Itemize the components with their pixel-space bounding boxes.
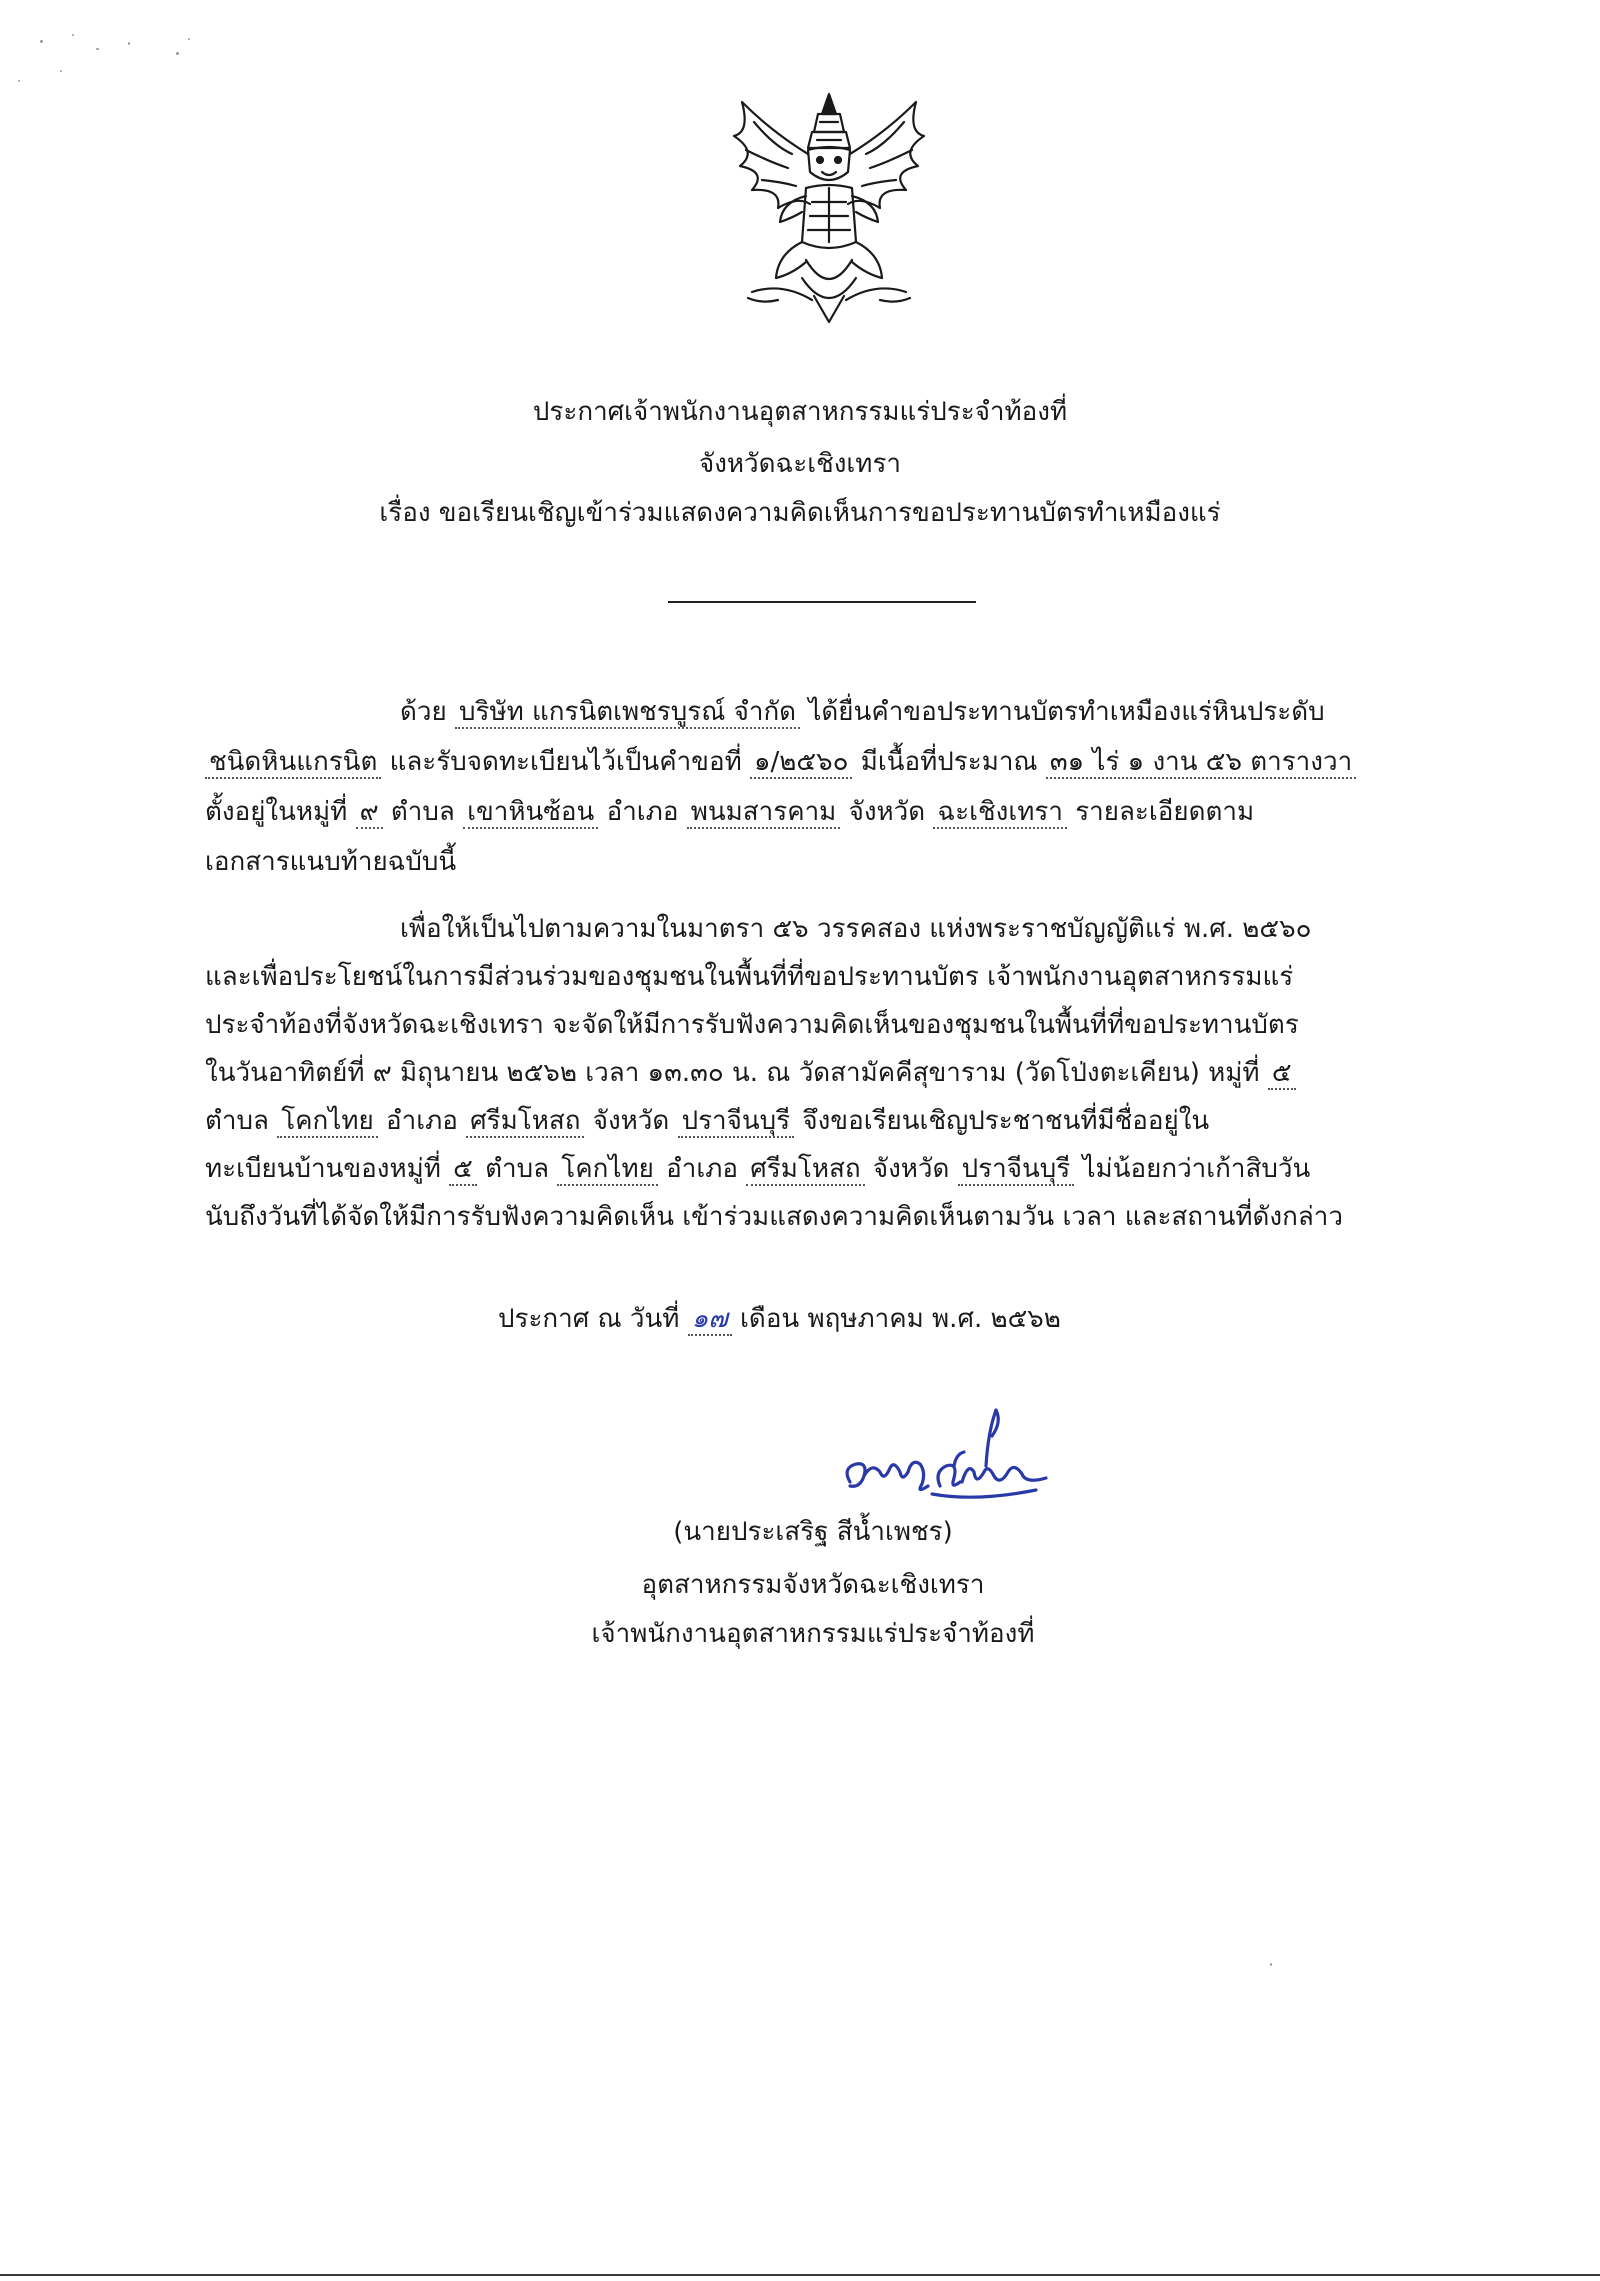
garuda-emblem bbox=[722, 92, 936, 326]
year: ๒๕๖๒ bbox=[990, 1304, 1061, 1334]
para2-line4 bbox=[205, 1053, 1296, 1093]
amphoe-name: ศรีมโหสถ bbox=[746, 1154, 864, 1186]
text: อำเภอ bbox=[386, 1106, 458, 1136]
scan-bottom-edge bbox=[0, 2274, 1600, 2276]
application-number: ๑/๒๕๖๐ bbox=[750, 747, 852, 779]
scan-speck bbox=[188, 38, 190, 40]
handwritten-day: ๑๗ bbox=[688, 1304, 732, 1336]
signatory-title-1: อุตสาหกรรมจังหวัดฉะเชิงเทรา bbox=[641, 1570, 985, 1600]
tambon-name: โคกไทย bbox=[277, 1106, 378, 1138]
month: พฤษภาคม bbox=[807, 1304, 924, 1334]
scan-speck bbox=[40, 40, 43, 43]
text: ไม่น้อยกว่าเก้าสิบวัน bbox=[1082, 1154, 1311, 1184]
tambon-name: เขาหินซ้อน bbox=[463, 797, 598, 829]
text: ตำบล bbox=[485, 1154, 550, 1184]
text: พ.ศ. bbox=[932, 1304, 983, 1334]
text: ทะเบียนบ้านของหมู่ที่ bbox=[205, 1154, 441, 1184]
province-name: ปราจีนบุรี bbox=[958, 1154, 1075, 1186]
header-subject: เรื่อง ขอเรียนเชิญเข้าร่วมแสดงความคิดเห็นการขอประทานบัตรทำเหมืองแร่ bbox=[379, 498, 1221, 528]
moo-number: ๙ bbox=[356, 797, 383, 829]
para1-line2 bbox=[205, 742, 1356, 782]
text: ตั้งอยู่ในหมู่ที่ bbox=[205, 797, 348, 827]
scan-speck bbox=[128, 42, 130, 45]
header-title: ประกาศเจ้าพนักงานอุตสาหกรรมแร่ประจำท้องที่ bbox=[532, 397, 1068, 427]
province-name: ฉะเชิงเทรา bbox=[933, 797, 1067, 829]
announcement-date bbox=[498, 1299, 1061, 1339]
para2-line2: และเพื่อประโยชน์ในการมีส่วนร่วมของชุมชนในพื้นที่ที่ขอประทานบัตร เจ้าพนักงานอุตสาหกรรมแร่ bbox=[205, 962, 1294, 992]
header-province: จังหวัดฉะเชิงเทรา bbox=[698, 449, 902, 479]
moo-number: ๕ bbox=[449, 1154, 477, 1186]
text: อำเภอ bbox=[606, 797, 679, 827]
text: ด้วย bbox=[400, 697, 447, 727]
para2-line3: ประจำท้องที่จังหวัดฉะเชิงเทรา จะจัดให้มีการรับฟังความคิดเห็นของชุมชนในพื้นที่ที่ขอประทานบัตร bbox=[205, 1010, 1299, 1040]
province-name: ปราจีนบุรี bbox=[678, 1106, 795, 1138]
scan-speck bbox=[1270, 1963, 1272, 1966]
amphoe-name: พนมสารคาม bbox=[687, 797, 841, 829]
text: และรับจดทะเบียนไว้เป็นคำขอที่ bbox=[389, 747, 742, 777]
para2-line6 bbox=[205, 1149, 1310, 1189]
text: ประกาศ ณ วันที่ bbox=[498, 1304, 680, 1334]
mineral-type: ชนิดหินแกรนิต bbox=[205, 747, 381, 779]
para2-line1: เพื่อให้เป็นไปตามความในมาตรา ๕๖ วรรคสอง แห่งพระราชบัญญัติแร่ พ.ศ. ๒๕๖๐ bbox=[400, 914, 1312, 944]
scan-speck bbox=[96, 48, 99, 50]
handwritten-signature bbox=[836, 1402, 1058, 1512]
para1-line1 bbox=[400, 692, 1325, 732]
area-size: ๓๑ ไร่ ๑ งาน ๕๖ ตารางวา bbox=[1046, 747, 1356, 779]
para1-line3 bbox=[205, 792, 1254, 832]
signatory-title-2: เจ้าพนักงานอุตสาหกรรมแร่ประจำท้องที่ bbox=[591, 1619, 1035, 1649]
text: จังหวัด bbox=[592, 1106, 670, 1136]
scan-speck bbox=[176, 52, 179, 55]
para1-line4: เอกสารแนบท้ายฉบับนี้ bbox=[205, 847, 457, 877]
scan-speck bbox=[60, 70, 62, 72]
para2-line5 bbox=[205, 1101, 1209, 1141]
text: ในวันอาทิตย์ที่ ๙ มิถุนายน ๒๕๖๒ เวลา ๑๓.๓๐ น. ณ วัดสามัคคีสุขาราม (วัดโป่งตะเคียน) หมู่ที่ bbox=[205, 1058, 1260, 1088]
text: เดือน bbox=[740, 1304, 800, 1334]
text: มีเนื้อที่ประมาณ bbox=[860, 747, 1038, 777]
header-divider bbox=[668, 601, 976, 603]
text: จึงขอเรียนเชิญประชาชนที่มีชื่ออยู่ใน bbox=[802, 1106, 1210, 1136]
scan-speck bbox=[72, 34, 74, 36]
text: อำเภอ bbox=[666, 1154, 738, 1184]
amphoe-name: ศรีมโหสถ bbox=[466, 1106, 584, 1138]
text: รายละเอียดตาม bbox=[1075, 797, 1255, 827]
para2-line7: นับถึงวันที่ได้จัดให้มีการรับฟังความคิดเห็น เข้าร่วมแสดงความคิดเห็นตามวัน เวลา และสถานที่ดังกล่าว bbox=[205, 1202, 1343, 1232]
tambon-name: โคกไทย bbox=[557, 1154, 658, 1186]
text: ได้ยื่นคำขอประทานบัตรทำเหมืองแร่หินประดับ bbox=[808, 697, 1325, 727]
text: ตำบล bbox=[205, 1106, 269, 1136]
scan-speck bbox=[18, 80, 20, 82]
signatory-name: (นายประเสริฐ สีน้ำเพชร) bbox=[673, 1517, 953, 1547]
moo-number: ๕ bbox=[1268, 1058, 1296, 1090]
text: จังหวัด bbox=[848, 797, 926, 827]
text: ตำบล bbox=[390, 797, 455, 827]
text: จังหวัด bbox=[872, 1154, 950, 1184]
company-name: บริษัท แกรนิตเพชรบูรณ์ จำกัด bbox=[455, 697, 800, 729]
